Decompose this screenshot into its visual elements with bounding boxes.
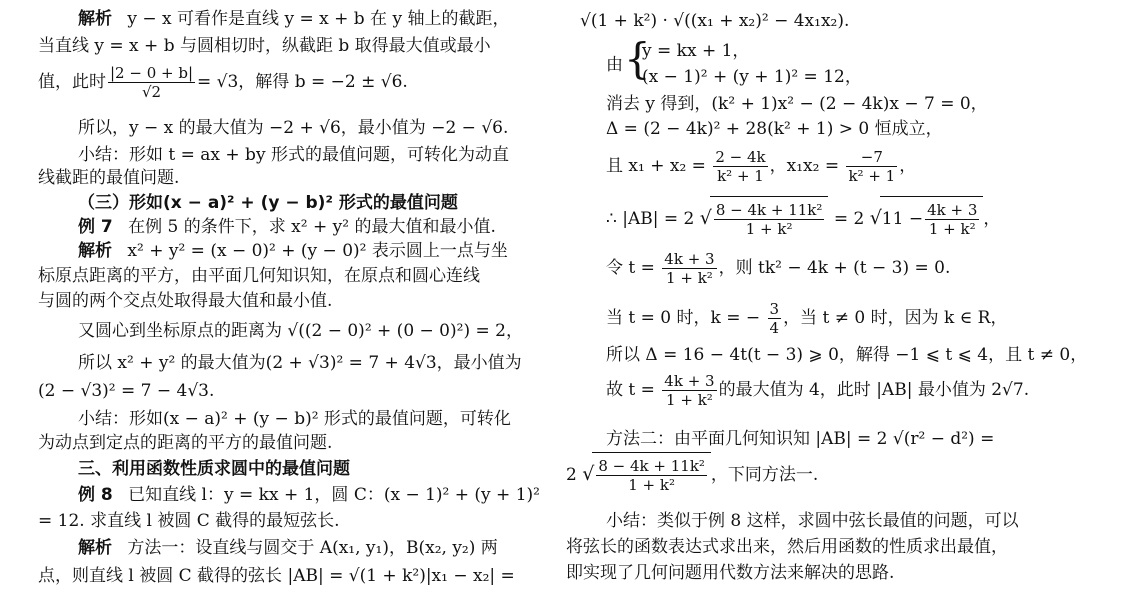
formula-line: Δ = (2 − 4k)² + 28(k² + 1) > 0 恒成立，: [606, 119, 943, 139]
fraction: [596, 457, 707, 494]
fraction-line: [606, 196, 1000, 241]
line-text: = √3，解得 b = −2 ± √6.: [197, 72, 408, 92]
fraction: [846, 148, 897, 185]
numerator: 4k + 3: [927, 201, 978, 219]
paragraph-line: [78, 537, 498, 559]
paragraph-line: (2 − √3)² = 7 − 4√3.: [38, 381, 215, 401]
numerator: 4k + 3: [664, 250, 715, 268]
radicand: [710, 196, 829, 241]
line-text: ，x₁x₂ =: [769, 156, 840, 176]
line-text: ，则 tk² − 4k + (t − 3) = 0.: [718, 258, 951, 278]
line-text: 11 −: [881, 209, 924, 229]
paragraph-line: 当直线 y = x + b 与圆相切时，纵截距 b 取得最大值或最小: [38, 36, 491, 56]
summary-line: 小结：形如(x − a)² + (y − b)² 形式的最值问题，可转化: [78, 409, 511, 429]
line-text: 故 t =: [606, 380, 655, 400]
denominator: 1 + k²: [666, 391, 713, 409]
fraction-line: [606, 248, 950, 288]
paragraph-line: 所以 x² + y² 的最大值为(2 + √3)² = 7 + 4√3，最小值为: [78, 353, 522, 373]
fraction: [662, 250, 716, 287]
line-text: 令 t =: [606, 258, 655, 278]
line-text: ∴ |AB| = 2: [606, 209, 695, 229]
line-text: ，: [899, 156, 917, 176]
numerator: 3: [769, 300, 780, 318]
summary-line: 为动点到定点的距离的平方的最值问题.: [38, 433, 333, 453]
fraction-line: [606, 298, 1007, 338]
analysis-label: 解析: [78, 538, 112, 558]
paragraph-line: [78, 240, 508, 262]
line-text: y − x 可看作是直线 y = x + b 在 y 轴上的截距，: [127, 9, 510, 29]
summary-line: 小结：类似于例 8 这样，求圆中弦长最值的问题，可以: [606, 511, 1019, 531]
fraction-line: [38, 62, 408, 102]
numerator: 4k + 3: [664, 372, 715, 390]
analysis-label: 解析: [78, 241, 112, 261]
fraction: [108, 64, 195, 101]
numerator: 8 − 4k + 11k²: [598, 457, 705, 475]
example-line: [78, 216, 496, 238]
line-text: 且 x₁ + x₂ =: [606, 156, 706, 176]
sqrt-icon: √: [869, 207, 882, 229]
summary-line: 小结：形如 t = ax + by 形式的最值问题，可转化为动直: [78, 145, 509, 165]
paragraph-line: 又圆心到坐标原点的距离为 √((2 − 0)² + (0 − 0)²) = 2，: [78, 321, 523, 341]
line-text: = 2: [833, 209, 865, 229]
sqrt-icon: √: [699, 207, 712, 229]
paragraph-line: = 12. 求直线 l 被圆 C 截得的最短弦长.: [38, 511, 340, 531]
fraction: [713, 148, 767, 185]
paragraph-line: 标原点距离的平方，由平面几何知识知，在原点和圆心连线: [38, 266, 480, 286]
line-text: ，当 t ≠ 0 时，因为 k ∈ R，: [783, 308, 1008, 328]
numerator: |2 − 0 + b|: [110, 64, 194, 82]
fraction-line: [606, 370, 1029, 410]
fraction-line: [566, 452, 818, 497]
denominator: 1 + k²: [745, 220, 793, 238]
line-text: ，下同方法一.: [710, 465, 819, 485]
system-equation: (x − 1)² + (y + 1)² = 12，: [642, 67, 862, 87]
analysis-label: 解析: [78, 9, 112, 29]
denominator: √2: [141, 83, 162, 101]
example-label: 例 8: [78, 485, 113, 505]
numerator: −7: [846, 148, 897, 167]
radicand: [592, 452, 711, 497]
line-text: 2: [566, 465, 577, 485]
line-text: 方法一：设直线与圆交于 A(x₁, y₁)，B(x₂, y₂) 两: [127, 538, 498, 558]
fraction: [662, 372, 716, 409]
summary-line: 线截距的最值问题.: [38, 168, 180, 188]
method-line: 方法二：由平面几何知识知 |AB| = 2 √(r² − d²) =: [606, 429, 995, 449]
fraction: [714, 201, 825, 238]
line-text: 值，此时: [38, 72, 106, 92]
radicand: [880, 196, 984, 241]
numerator: 8 − 4k + 11k²: [715, 201, 823, 219]
line-text: 在例 5 的条件下，求 x² + y² 的最大值和最小值.: [128, 217, 496, 237]
line-text: ，: [983, 209, 1001, 229]
paragraph-line: [78, 8, 509, 30]
summary-line: 即实现了几何问题用代数方法来解决的思路.: [566, 563, 895, 583]
line-text: 的最大值为 4，此时 |AB| 最小值为 2√7.: [718, 380, 1030, 400]
example-line: [78, 484, 540, 506]
paragraph-line: 所以，y − x 的最大值为 −2 + √6，最小值为 −2 − √6.: [78, 118, 509, 138]
sqrt-icon: √: [582, 463, 595, 485]
brace-icon: {: [624, 34, 651, 83]
denominator: 1 + k²: [928, 220, 976, 238]
example-label: 例 7: [78, 217, 113, 237]
paragraph-line: 点，则直线 l 被圆 C 截得的弦长 |AB| = √(1 + k²)|x₁ − x₂| =: [38, 566, 515, 586]
fraction-line: [606, 146, 916, 186]
section-heading: 三、利用函数性质求圆中的最值问题: [78, 459, 350, 479]
denominator: 1 + k²: [666, 269, 713, 287]
summary-line: 将弦长的函数表达式求出来，然后用函数的性质求出最值，: [566, 537, 1008, 557]
formula-line: 消去 y 得到，(k² + 1)x² − (2 − 4k)x − 7 = 0，: [606, 94, 988, 114]
section-heading: （三）形如(x − a)² + (y − b)² 形式的最值问题: [78, 193, 458, 213]
denominator: k² + 1: [717, 167, 764, 185]
line-text: x² + y² = (x − 0)² + (y − 0)² 表示圆上一点与坐: [127, 241, 508, 261]
fraction: [768, 300, 782, 337]
system-equation: y = kx + 1，: [642, 41, 750, 61]
denominator: k² + 1: [848, 167, 896, 185]
line-text: 已知直线 l：y = kx + 1，圆 C：(x − 1)² + (y + 1)²: [128, 485, 540, 505]
denominator: 4: [769, 319, 780, 337]
formula-line: 所以 Δ = 16 − 4t(t − 3) ⩾ 0，解得 −1 ⩽ t ⩽ 4，且 t ≠ 0，: [606, 345, 1088, 365]
line-text: 当 t = 0 时，k = −: [606, 308, 761, 328]
denominator: 1 + k²: [628, 476, 676, 494]
formula-line: √(1 + k²) · √((x₁ + x₂)² − 4x₁x₂).: [580, 11, 850, 31]
numerator: 2 − 4k: [715, 148, 766, 166]
paragraph-line: 与圆的两个交点处取得最大值和最小值.: [38, 291, 333, 311]
fraction: [925, 201, 979, 238]
system-label: 由: [606, 55, 623, 75]
